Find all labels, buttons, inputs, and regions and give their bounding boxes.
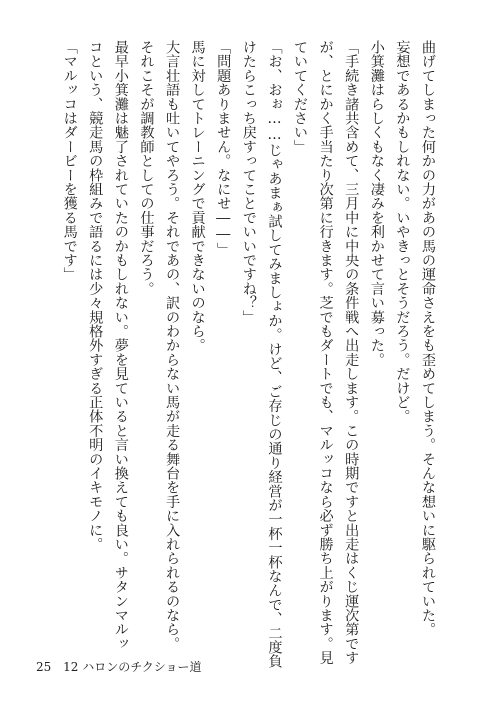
text-column: ていてください」 xyxy=(292,40,309,154)
page-footer xyxy=(36,660,201,674)
page-number: 25 xyxy=(36,660,52,674)
text-column: コという、競走馬の枠組みで語るには少々規格外すぎる正体不明のイキモノに。 xyxy=(87,40,104,552)
text-column: けたらこっち戻すってことでいいですね？」 xyxy=(240,40,257,324)
text-column: 「問題ありません。なにせ――」 xyxy=(215,40,232,257)
text-column: 妄想であるかもしれない。いやきっとそうだろう。だけど。 xyxy=(394,40,411,424)
chapter-title: 12 ハロンのチクショー道 xyxy=(63,660,202,674)
text-column: 「マルッコはダービーを獲る馬です」 xyxy=(61,40,78,282)
text-column: それこそが調教師としての仕事だろう。 xyxy=(138,40,155,296)
text-column: 小箕灘はらしくもなく凄みを利かせて言い募った。 xyxy=(368,40,385,367)
text-column: 「お、おぉ……じゃあまぁ試してみましょか。けど、ご存じの通り経営が一杯一杯なんで、二度負 xyxy=(266,40,283,669)
text-column: 「手続き諸共含めて、三月中に中央の条件戦へ出走します。この時期ですと出走はくじ運次第です xyxy=(343,40,360,665)
text-column: 馬に対してトレーニングで貢献できないのなら。 xyxy=(189,40,206,353)
text-column: 最早小箕灘は魅了されていたのかもしれない。夢を見ていると言い換えても良い。サタンマルッ xyxy=(112,40,129,651)
text-column: 大言壮語も吐いてやろう。それであの、訳のわからない馬が走る舞台を手に入れられるのなら。 xyxy=(164,40,181,651)
text-column: 曲げてしまった何かの力があの馬の運命さえをも歪めてしまう。そんな想いに駆られていた。 xyxy=(420,40,436,637)
text-column: が、とにかく手当たり次第に行きます。芝でもダートでも、マルッコなら必ず勝ち上がります。見 xyxy=(317,40,334,665)
